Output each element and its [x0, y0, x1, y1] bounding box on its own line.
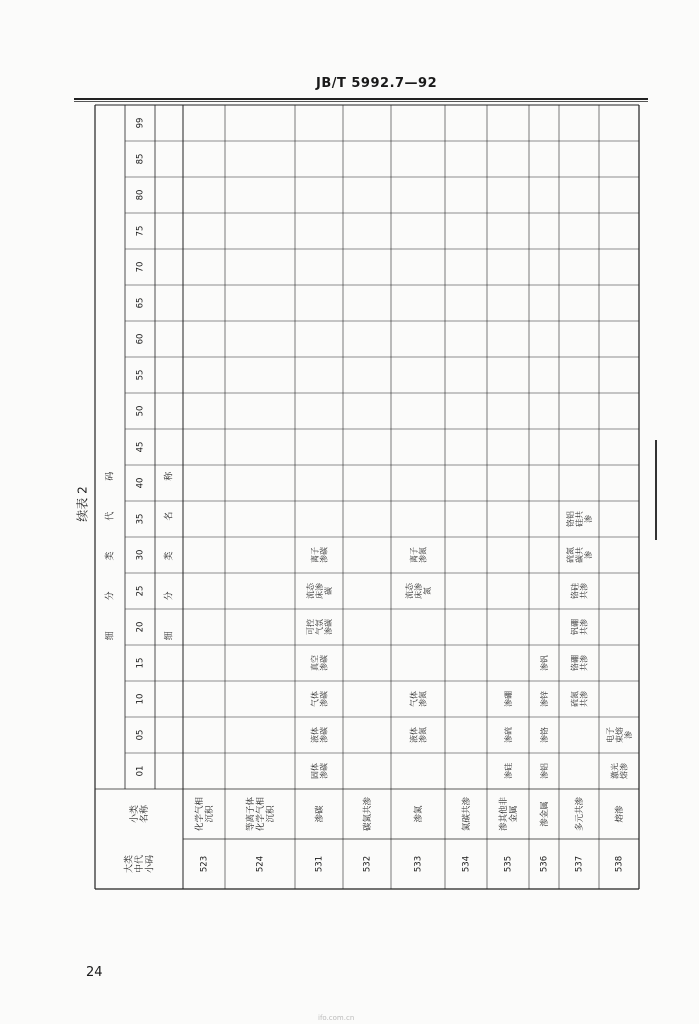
cell-531-25: 流态床渗碳 — [305, 583, 333, 599]
row-name-538: 熔渗 — [614, 805, 625, 823]
table-container — [75, 117, 655, 893]
page-number: 24 — [86, 965, 103, 980]
col-code-05: 05 — [135, 729, 146, 741]
row-name-537: 多元共渗 — [574, 796, 585, 832]
cell-535-01: 渗硅 — [503, 763, 513, 779]
row-name-523: 化学气相沉积 — [194, 796, 215, 832]
col-code-60: 60 — [135, 333, 146, 345]
cell-537-35: 铬铝硅共渗 — [565, 511, 593, 527]
subclass-header-label: 小类名称 — [129, 804, 150, 824]
header-rule — [74, 98, 648, 100]
margin-bar — [655, 440, 657, 540]
col-code-01: 01 — [135, 765, 146, 777]
col-code-70: 70 — [135, 261, 146, 273]
row-code-524: 524 — [255, 855, 266, 873]
cell-531-05: 液体渗碳 — [309, 727, 329, 743]
cell-533-25: 流态床渗氮 — [404, 583, 432, 599]
group-header-name: 细 分 类 名 称 — [164, 457, 175, 641]
header-rule-thin — [74, 101, 648, 102]
cell-533-30: 离子渗氮 — [408, 547, 428, 563]
row-code-535: 535 — [503, 855, 514, 873]
cell-536-01: 渗铝 — [539, 763, 549, 779]
cell-538-05: 电子束熔渗 — [605, 727, 633, 743]
cell-536-05: 渗铬 — [539, 727, 549, 743]
col-code-30: 30 — [135, 549, 146, 561]
row-code-536: 536 — [539, 855, 550, 873]
row-code-531: 531 — [314, 855, 325, 873]
cell-537-10: 硫氮共渗 — [569, 691, 589, 707]
cell-537-30: 硫氮碳共渗 — [565, 547, 593, 563]
row-name-524: 等离子体化学气相沉积 — [245, 796, 276, 832]
cell-537-15: 铬硼共渗 — [569, 655, 589, 671]
row-code-523: 523 — [199, 855, 210, 873]
cell-533-05: 液体渗氮 — [408, 727, 428, 743]
cell-531-20: 可控气氛渗碳 — [305, 619, 333, 635]
row-name-535: 渗其他非金属 — [498, 796, 519, 832]
table-caption: 续表 2 — [75, 486, 90, 522]
row-name-532: 碳氮共渗 — [362, 796, 373, 832]
cell-537-20: 钒硼共渗 — [569, 619, 589, 635]
col-code-25: 25 — [135, 585, 146, 597]
col-code-15: 15 — [135, 657, 146, 669]
cell-535-05: 渗硫 — [503, 727, 513, 743]
row-name-534: 氮碳共渗 — [461, 796, 472, 832]
row-name-533: 渗氮 — [413, 805, 424, 823]
row-code-532: 532 — [362, 855, 373, 873]
cell-531-10: 气体渗碳 — [309, 691, 329, 707]
col-code-85: 85 — [135, 153, 146, 165]
cell-531-01: 固体渗碳 — [309, 763, 329, 779]
cell-533-10: 气体渗氮 — [408, 691, 428, 707]
row-code-538: 538 — [614, 855, 625, 873]
col-code-35: 35 — [135, 513, 146, 525]
cell-535-10: 渗硼 — [503, 691, 513, 707]
col-code-50: 50 — [135, 405, 146, 417]
col-code-80: 80 — [135, 189, 146, 201]
row-name-536: 渗金属 — [539, 801, 550, 827]
cell-538-01: 激光熔渗 — [609, 763, 629, 779]
row-code-537: 537 — [574, 855, 585, 873]
col-code-10: 10 — [135, 693, 146, 705]
group-header-code: 细 分 类 代 码 — [105, 457, 116, 641]
cell-536-10: 渗锌 — [539, 691, 549, 707]
col-code-55: 55 — [135, 369, 146, 381]
left-header-label: 大类中代小码 — [124, 854, 155, 874]
row-code-533: 533 — [413, 855, 424, 873]
col-code-20: 20 — [135, 621, 146, 633]
cell-531-30: 离子渗碳 — [309, 547, 329, 563]
row-name-531: 渗碳 — [314, 805, 325, 823]
classification-table — [75, 117, 655, 889]
cell-531-15: 真空渗碳 — [309, 655, 329, 671]
col-code-65: 65 — [135, 297, 146, 309]
cell-536-15: 渗钒 — [539, 655, 549, 671]
cell-537-25: 铬硅共渗 — [569, 583, 589, 599]
col-code-40: 40 — [135, 477, 146, 489]
col-code-75: 75 — [135, 225, 146, 237]
footer-watermark: ifo.com.cn — [318, 1014, 355, 1022]
standard-number: JB/T 5992.7—92 — [316, 76, 438, 91]
row-code-534: 534 — [461, 855, 472, 873]
table-body — [75, 105, 640, 889]
col-code-99: 99 — [135, 117, 146, 129]
col-code-45: 45 — [135, 441, 146, 453]
